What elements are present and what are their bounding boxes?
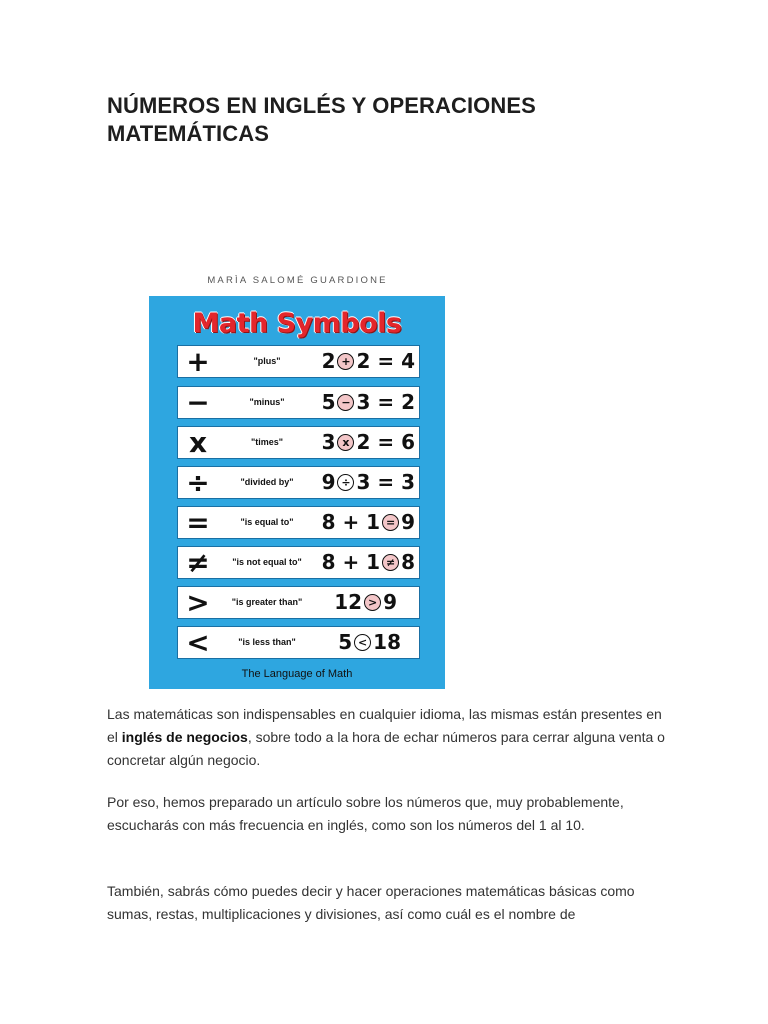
poster-title: Math Symbols bbox=[192, 308, 402, 339]
example-right: 3 = 2 bbox=[356, 390, 415, 414]
symbol-row-times bbox=[177, 426, 420, 459]
times-icon: x bbox=[188, 426, 208, 459]
circled-operator: < bbox=[354, 634, 371, 651]
symbol-row-divided bbox=[177, 466, 420, 499]
circled-operator: + bbox=[337, 353, 354, 370]
symbol-row-minus bbox=[177, 386, 420, 419]
example-left: 12 bbox=[334, 590, 363, 614]
symbol-word: "is equal to" bbox=[240, 517, 294, 527]
divide-icon: ÷ bbox=[186, 466, 210, 499]
circled-operator: x bbox=[337, 434, 354, 451]
example-left: 8 + 1 bbox=[321, 510, 381, 534]
symbol-example bbox=[322, 467, 415, 498]
symbol-example bbox=[334, 587, 397, 618]
symbol-word: "plus" bbox=[253, 356, 281, 366]
link-ingles-de-negocios[interactable]: inglés de negocios bbox=[121, 729, 248, 745]
example-left: 5 bbox=[338, 630, 353, 654]
symbol-word: "is greater than" bbox=[231, 597, 303, 607]
not-equal-icon: ≠ bbox=[186, 546, 210, 579]
author-name: MARÌA SALOMÉ GUARDIONE bbox=[207, 275, 388, 286]
poster-footer: The Language of Math bbox=[241, 668, 353, 680]
symbol-row-not-equal bbox=[177, 546, 420, 579]
circled-operator: − bbox=[337, 394, 354, 411]
symbol-example bbox=[322, 346, 415, 377]
circled-operator: > bbox=[364, 594, 381, 611]
circled-operator: ÷ bbox=[337, 474, 354, 491]
paragraph-3: También, sabrás cómo puedes decir y hacer operaciones matemáticas básicas como sumas, restas, multiplicaciones y divisiones, así como cuál es el nombre de bbox=[107, 883, 635, 922]
example-right: 9 bbox=[401, 510, 415, 534]
symbol-row-less bbox=[177, 626, 420, 659]
symbol-word: "minus" bbox=[249, 397, 285, 407]
symbol-word: "is less than" bbox=[238, 637, 296, 647]
paragraph-1 bbox=[107, 703, 667, 772]
symbol-example bbox=[322, 507, 415, 538]
symbol-example bbox=[322, 427, 415, 458]
circled-operator: = bbox=[382, 514, 399, 531]
example-right: 8 bbox=[401, 550, 415, 574]
plus-icon: + bbox=[186, 345, 210, 378]
example-right: 2 = 4 bbox=[356, 349, 415, 373]
equals-icon: = bbox=[186, 506, 210, 539]
symbol-word: "divided by" bbox=[240, 477, 294, 487]
paragraph-text: , sobre todo a la hora de echar números para cerrar alguna venta o concretar algún negocio. bbox=[107, 729, 665, 768]
math-symbols-poster bbox=[149, 296, 445, 689]
symbol-example bbox=[322, 387, 415, 418]
less-than-icon: < bbox=[186, 626, 210, 659]
symbol-example bbox=[322, 547, 415, 578]
example-left: 3 bbox=[321, 430, 336, 454]
example-left: 9 bbox=[321, 470, 336, 494]
symbol-word: "times" bbox=[250, 437, 284, 447]
example-left: 5 bbox=[321, 390, 336, 414]
example-right: 9 bbox=[383, 590, 397, 614]
symbol-row-plus bbox=[177, 345, 420, 378]
example-left: 2 bbox=[321, 349, 336, 373]
symbol-row-greater bbox=[177, 586, 420, 619]
example-right: 2 = 6 bbox=[356, 430, 415, 454]
example-right: 3 = 3 bbox=[356, 470, 415, 494]
circled-operator: ≠ bbox=[382, 554, 399, 571]
symbol-word: "is not equal to" bbox=[232, 557, 302, 567]
example-right: 18 bbox=[373, 630, 401, 654]
minus-icon: − bbox=[186, 386, 210, 419]
symbol-row-equal bbox=[177, 506, 420, 539]
greater-than-icon: > bbox=[186, 586, 210, 619]
example-left: 8 + 1 bbox=[321, 550, 381, 574]
paragraph-text: Las matemáticas son indispensables en cualquier idioma, las mismas están presentes en el bbox=[107, 706, 662, 745]
paragraph-2: Por eso, hemos preparado un artículo sobre los números que, muy probablemente, escucharás con más frecuencia en inglés, como son los números del 1 al 10. bbox=[107, 794, 624, 833]
symbol-example bbox=[338, 627, 401, 658]
page-title: NÚMEROS EN INGLÉS Y OPERACIONES MATEMÁTICAS bbox=[107, 93, 536, 146]
